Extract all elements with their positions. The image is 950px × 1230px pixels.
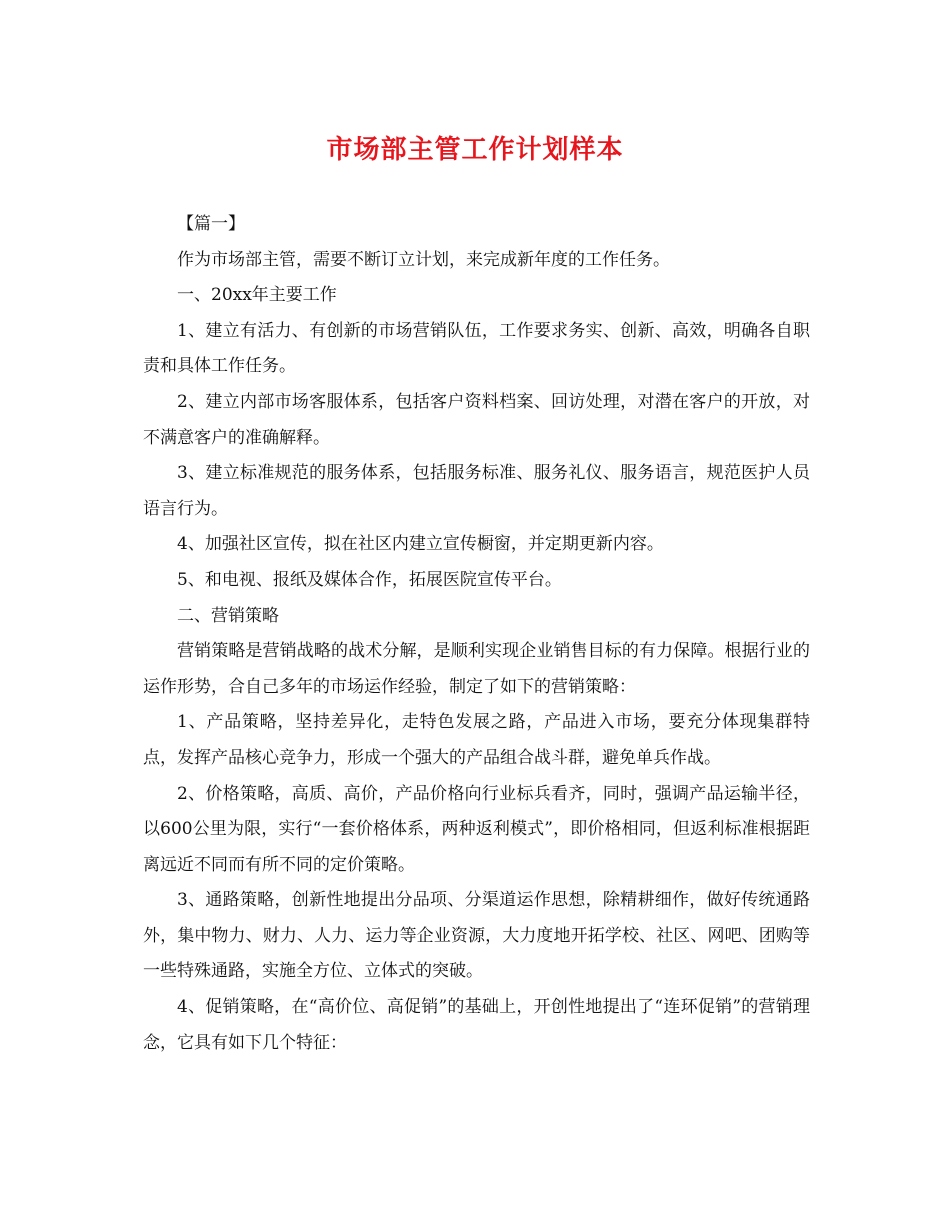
strategy-item-price: 2、价格策略，高质、高价，产品价格向行业标兵看齐，同时，强调产品运输半径，以600公里为限，实行“一套价格体系，两种返利模式”，即价格相同，但返利标准根据距离远近不同而有所不同的定价策略。	[143, 783, 810, 875]
strategy-item-product: 1、产品策略，坚持差异化，走特色发展之路，产品进入市场，要充分体现集群特点，发挥产品核心竞争力，形成一个强大的产品组合战斗群，避免单兵作战。	[143, 712, 810, 768]
strategy-intro-paragraph: 营销策略是营销战略的战术分解，是顺利实现企业销售目标的有力保障。根据行业的运作形势，合自己多年的市场运作经验，制定了如下的营销策略：	[143, 641, 810, 697]
work-item-1: 1、建立有活力、有创新的市场营销队伍，工作要求务实、创新、高效，明确各自职责和具体工作任务。	[143, 320, 810, 377]
work-item-4: 4、加强社区宣传，拟在社区内建立宣传橱窗，并定期更新内容。	[177, 534, 664, 555]
work-item-2: 2、建立内部市场客服体系，包括客户资料档案、回访处理，对潜在客户的开放，对不满意客户的准确解释。	[143, 391, 810, 448]
strategy-item-promotion: 4、促销策略，在“高价位、高促销”的基础上，开创性地提出了“连环促销”的营销理念，它具有如下几个特征：	[143, 997, 810, 1053]
document-title: 市场部主管工作计划样本	[326, 135, 624, 165]
section-heading-main-work: 一、20xx年主要工作	[177, 285, 337, 306]
work-item-3: 3、建立标准规范的服务体系，包括服务标准、服务礼仪、服务语言，规范医护人员语言行为。	[143, 463, 810, 519]
section-heading-part-one: 【篇一】	[177, 214, 245, 234]
document-body	[143, 207, 810, 1061]
strategy-item-channel: 3、通路策略，创新性地提出分品项、分渠道运作思想，除精耕细作，做好传统通路外，集中物力、财力、人力、运力等企业资源，大力度地开拓学校、社区、网吧、团购等一些特殊通路，实施全方位、立体式的突破。	[143, 890, 810, 982]
intro-paragraph: 作为市场部主管，需要不断订立计划，来完成新年度的工作任务。	[177, 249, 670, 270]
section-heading-marketing-strategy: 二、营销策略	[177, 605, 279, 626]
work-item-5: 5、和电视、报纸及媒体合作，拓展医院宣传平台。	[177, 569, 562, 590]
